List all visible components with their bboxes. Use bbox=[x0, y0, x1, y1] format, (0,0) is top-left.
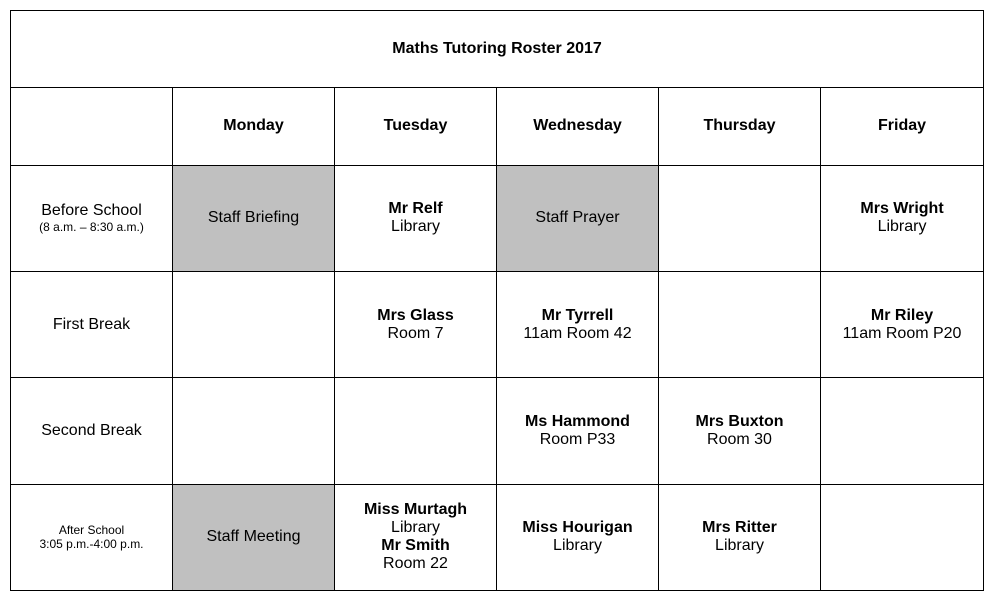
slot-row bbox=[11, 165, 984, 271]
roster-cell bbox=[497, 484, 659, 590]
slot-row bbox=[11, 378, 984, 484]
slot-label bbox=[11, 484, 173, 590]
roster-cell bbox=[659, 271, 821, 377]
roster-cell bbox=[173, 378, 335, 484]
day-header-thursday: Thursday bbox=[659, 88, 821, 165]
tutor-name: Mrs Glass bbox=[377, 306, 454, 324]
roster-cell bbox=[335, 165, 497, 271]
roster-cell bbox=[173, 484, 335, 590]
roster-table bbox=[10, 10, 984, 591]
tutor-name: Ms Hammond bbox=[525, 412, 630, 430]
roster-cell bbox=[335, 271, 497, 377]
roster-cell bbox=[659, 165, 821, 271]
tutor-location: Room 30 bbox=[707, 430, 772, 448]
tutor-name: Mr Riley bbox=[870, 306, 934, 324]
day-header-friday: Friday bbox=[821, 88, 984, 165]
roster-cell bbox=[821, 484, 984, 590]
roster-cell bbox=[497, 271, 659, 377]
tutor-location: Room P33 bbox=[539, 430, 616, 448]
day-header-monday: Monday bbox=[173, 88, 335, 165]
roster-body bbox=[11, 11, 984, 591]
day-header-row bbox=[11, 88, 984, 165]
slot-name: Before School bbox=[41, 202, 142, 220]
tutor-name: Mrs Wright bbox=[860, 200, 944, 218]
tutor-name: Miss Hourigan bbox=[522, 519, 633, 537]
roster-cell bbox=[659, 378, 821, 484]
roster-cell bbox=[335, 484, 497, 590]
slot-name: Second Break bbox=[41, 421, 142, 439]
tutor-location: Library bbox=[715, 537, 764, 555]
tutor-name: Mr Smith bbox=[381, 537, 450, 555]
slot-label bbox=[11, 271, 173, 377]
tutor-name: Mrs Buxton bbox=[695, 412, 784, 430]
tutor-location: 11am Room 42 bbox=[523, 324, 632, 342]
tutor-location: Room 22 bbox=[383, 555, 448, 573]
cell-note: Staff Meeting bbox=[206, 528, 301, 546]
tutor-location: Library bbox=[391, 519, 440, 537]
roster-cell bbox=[173, 165, 335, 271]
corner-cell bbox=[11, 88, 173, 165]
slot-row bbox=[11, 271, 984, 377]
cell-note: Staff Prayer bbox=[535, 209, 620, 227]
tutor-location: Library bbox=[391, 218, 440, 236]
slot-name: First Break bbox=[52, 315, 131, 333]
title-row bbox=[11, 11, 984, 88]
roster-cell bbox=[335, 378, 497, 484]
roster-cell bbox=[497, 165, 659, 271]
cell-note: Staff Briefing bbox=[207, 209, 300, 227]
tutor-name: Mrs Ritter bbox=[702, 519, 777, 537]
slot-label bbox=[11, 165, 173, 271]
day-header-tuesday: Tuesday bbox=[335, 88, 497, 165]
tutor-name: Mr Tyrrell bbox=[541, 306, 614, 324]
roster-cell bbox=[497, 378, 659, 484]
roster-cell bbox=[821, 378, 984, 484]
roster-cell bbox=[659, 484, 821, 590]
roster-cell bbox=[173, 271, 335, 377]
tutor-location: 11am Room P20 bbox=[842, 324, 962, 342]
roster-title: Maths Tutoring Roster 2017 bbox=[11, 11, 984, 88]
day-header-wednesday: Wednesday bbox=[497, 88, 659, 165]
tutor-name: Mr Relf bbox=[388, 200, 443, 218]
tutor-location: Room 7 bbox=[387, 324, 444, 342]
slot-label bbox=[11, 378, 173, 484]
slot-row bbox=[11, 484, 984, 590]
slot-name: After School bbox=[58, 523, 125, 538]
tutor-name: Miss Murtagh bbox=[363, 501, 468, 519]
roster-cell bbox=[821, 165, 984, 271]
roster-cell bbox=[821, 271, 984, 377]
slot-time: (8 a.m. – 8:30 a.m.) bbox=[39, 220, 144, 235]
tutor-location: Library bbox=[877, 218, 927, 236]
tutor-location: Library bbox=[553, 537, 602, 555]
slot-time: 3:05 p.m.-4:00 p.m. bbox=[39, 537, 144, 552]
